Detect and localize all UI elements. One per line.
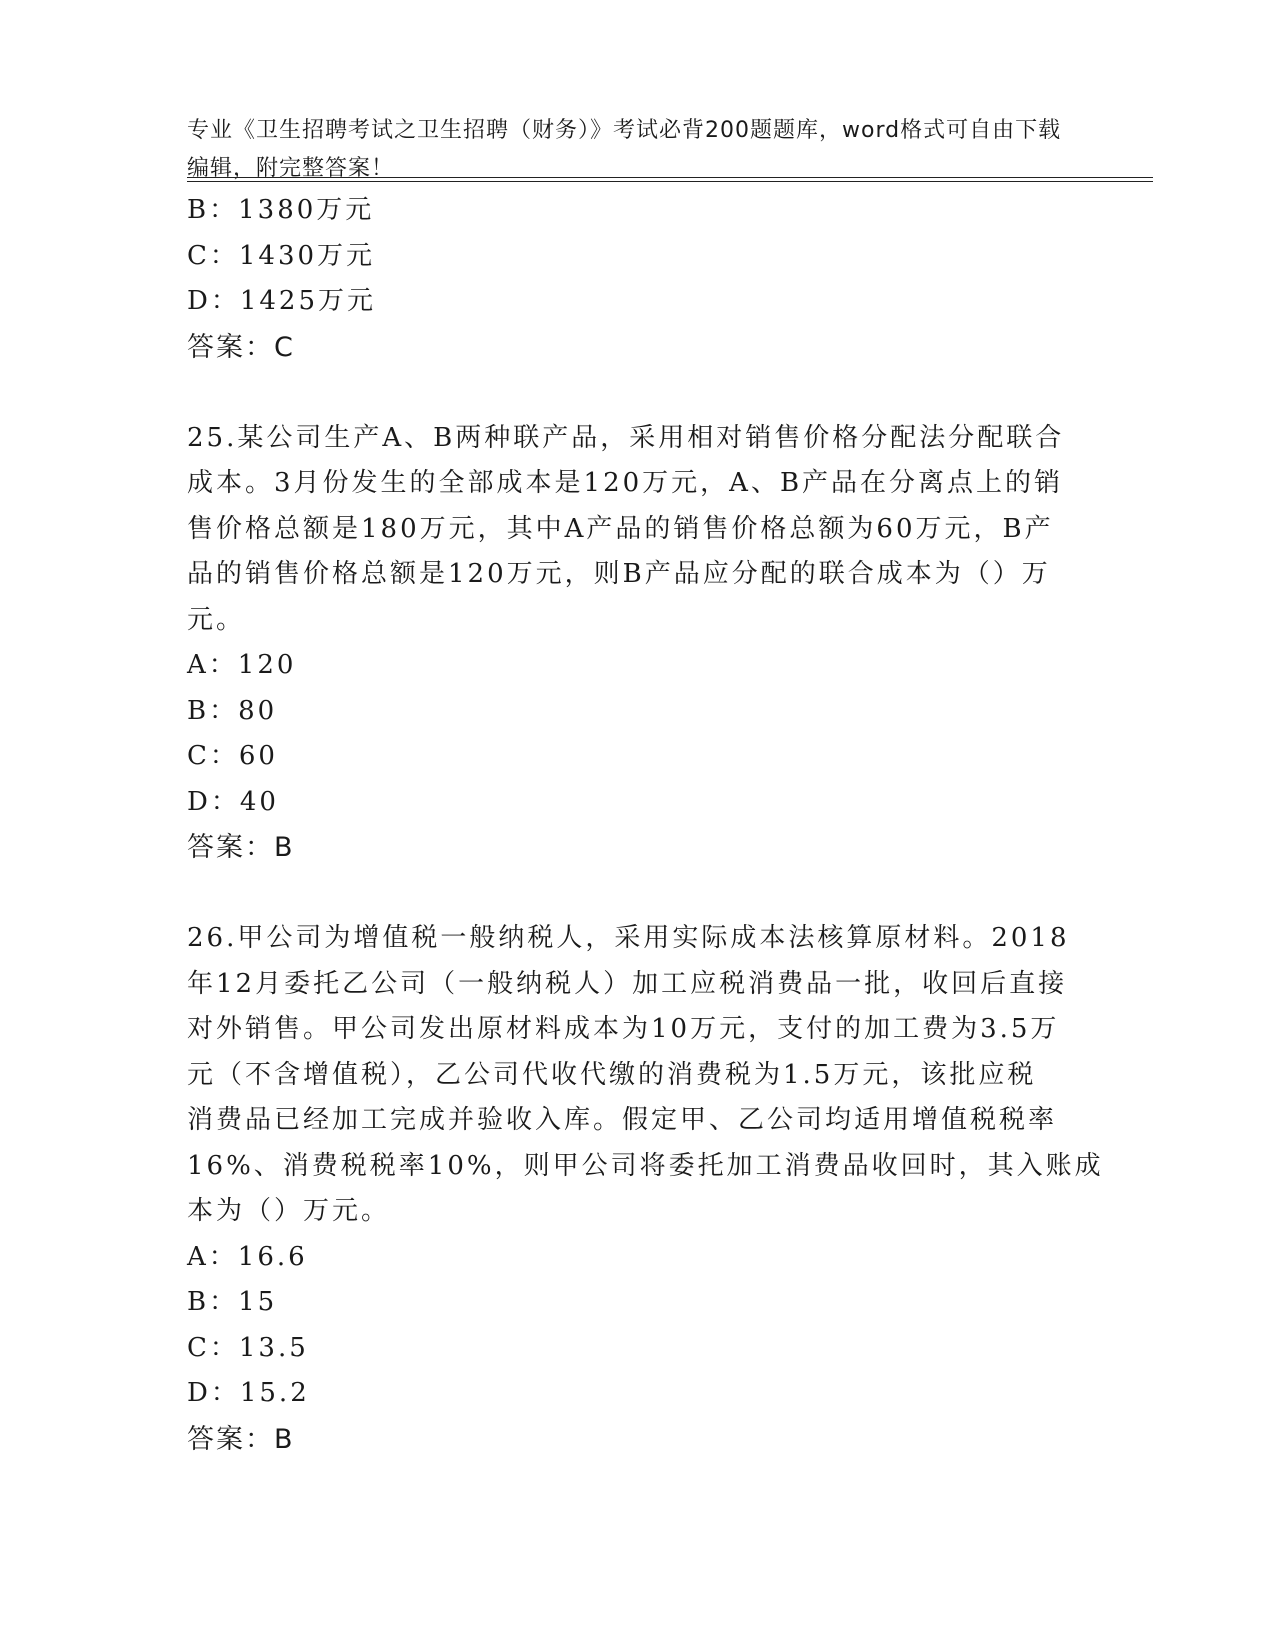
question-text-line: 成本。3月份发生的全部成本是120万元，A、B产品在分离点上的销	[187, 468, 1064, 498]
option-c: C：13.5	[187, 1332, 309, 1363]
question-26-block	[187, 916, 1104, 1462]
option-b: B：15	[187, 1287, 278, 1317]
page-header	[187, 74, 1067, 188]
spacer	[187, 871, 1082, 917]
answer-line: 答案：B	[187, 1423, 295, 1455]
question-text-line: 售价格总额是180万元，其中A产品的销售价格总额为60万元，B产	[187, 513, 1054, 544]
prev-question-block	[187, 188, 1082, 370]
answer-line: 答案：C	[187, 331, 295, 363]
option-c: C：60	[187, 741, 278, 771]
question-text-line: 本为（）万元。	[187, 1196, 391, 1226]
question-text-line: 品的销售价格总额是120万元，则B产品应分配的联合成本为（）万	[187, 559, 1051, 589]
question-text-line: 元（不含增值税），乙公司代收代缴的消费税为1.5万元，该批应税	[187, 1059, 1037, 1090]
option-d: D：1425万元	[187, 286, 377, 316]
answer-line: 答案：B	[187, 832, 295, 863]
option-d: D：40	[187, 786, 279, 817]
option-c: C：1430万元	[187, 240, 376, 271]
option-b: B：1380万元	[187, 195, 375, 225]
question-text-line: 元。	[187, 604, 246, 635]
question-text-line: 16%、消费税税率10%，则甲公司将委托加工消费品收回时，其入账成	[187, 1150, 1104, 1181]
question-text-line: 年12月委托乙公司（一般纳税人）加工应税消费品一批，收回后直接	[187, 968, 1068, 999]
spacer	[187, 370, 1082, 416]
option-b: B：80	[187, 695, 278, 726]
question-text-line: 消费品已经加工完成并验收入库。假定甲、乙公司均适用增值税税率	[187, 1105, 1058, 1135]
page-content	[187, 188, 1104, 1462]
option-a: A：16.6	[187, 1241, 308, 1272]
question-text-line: 25.某公司生产A、B两种联产品，采用相对销售价格分配法分配联合	[187, 422, 1065, 453]
question-25-block	[187, 416, 1082, 871]
header-divider	[187, 177, 1153, 182]
option-a: A：120	[187, 650, 297, 680]
header-text: 专业《卫生招聘考试之卫生招聘（财务）》考试必背200题题库，word格式可自由下载编辑，附完整答案！	[187, 118, 1062, 181]
question-text-line: 26.甲公司为增值税一般纳税人，采用实际成本法核算原材料。2018	[187, 923, 1070, 953]
question-text-line: 对外销售。甲公司发出原材料成本为10万元，支付的加工费为3.5万	[187, 1014, 1060, 1044]
option-d: D：15.2	[187, 1378, 310, 1408]
